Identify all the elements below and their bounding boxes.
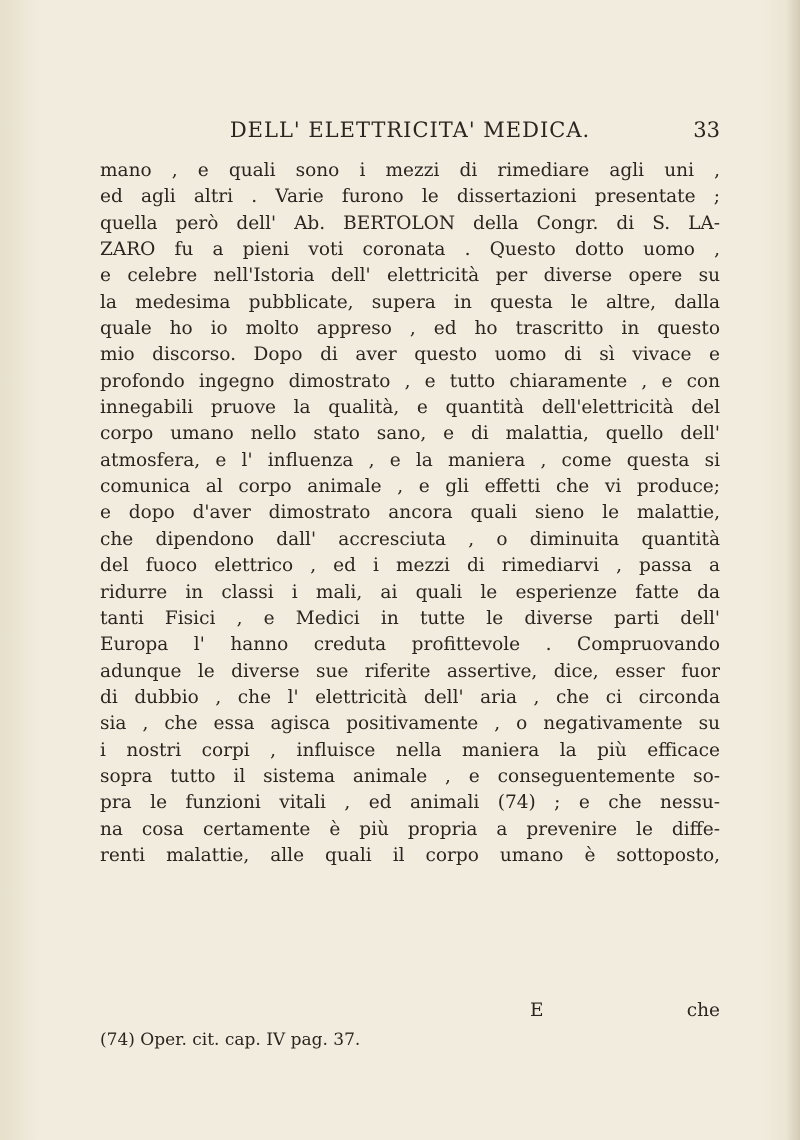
text-line: sopra tutto il sistema animale , e conseguentemente so- (100, 765, 720, 787)
text-line: di dubbio , che l' elettricità dell' aria , che ci circonda (100, 686, 720, 708)
text-line: Europa l' hanno creduta profittevole . Compruovando (100, 634, 720, 656)
text-line: ZARO fu a pieni voti coronata . Questo dotto uomo , (100, 239, 720, 261)
text-line: corpo umano nello stato sano, e di malattia, quello dell' (100, 423, 720, 445)
page-edge-shadow (786, 0, 800, 1140)
text-line: comunica al corpo animale , e gli effetti che vi produce; (100, 476, 720, 498)
text-line: del fuoco elettrico , ed i mezzi di rimediarvi , passa a (100, 555, 720, 577)
text-line: mio discorso. Dopo di aver questo uomo di sì vivace e (100, 344, 720, 366)
text-line: quella però dell' Ab. BERTOLON della Congr. di S. LA- (100, 212, 720, 234)
text-line: renti malattie, alle quali il corpo umano è sottoposto, (100, 844, 720, 866)
text-line: e celebre nell'Istoria dell' elettricità per diverse opere su (100, 265, 720, 287)
footnote: (74) Oper. cit. cap. IV pag. 37. (100, 1030, 361, 1050)
running-head: DELL' ELETTRICITA' MEDICA. (229, 118, 591, 142)
body-text (100, 158, 720, 869)
text-line: atmosfera, e l' influenza , e la maniera , come questa si (100, 449, 720, 471)
text-line: profondo ingegno dimostrato , e tutto chiaramente , e con (100, 370, 720, 392)
text-line: na cosa certamente è più propria a prevenire le diffe- (100, 818, 720, 840)
text-line: adunque le diverse sue riferite assertive, dice, esser fuor (100, 660, 720, 682)
text-line: quale ho io molto appreso , ed ho trascritto in questo (100, 318, 720, 340)
signature-mark: E (530, 1000, 544, 1021)
text-line: ed agli altri . Varie furono le dissertazioni presentate ; (100, 186, 720, 208)
text-line: e dopo d'aver dimostrato ancora quali sieno le malattie, (100, 502, 720, 524)
text-line: i nostri corpi , influisce nella maniera la più efficace (100, 739, 720, 761)
page-header (100, 118, 720, 148)
text-line: che dipendono dall' accresciuta , o diminuita quantità (100, 528, 720, 550)
text-line: sia , che essa agisca positivamente , o negativamente su (100, 713, 720, 735)
page-number: 33 (693, 118, 720, 142)
text-line: tanti Fisici , e Medici in tutte le diverse parti dell' (100, 607, 720, 629)
text-line: ridurre in classi i mali, ai quali le esperienze fatte da (100, 581, 720, 603)
catchword: che (686, 1000, 720, 1021)
text-line: mano , e quali sono i mezzi di rimediare agli uni , (100, 160, 720, 181)
text-line: la medesima pubblicate, supera in questa le altre, dalla (100, 291, 720, 313)
text-line: pra le funzioni vitali , ed animali (74) ; e che nessu- (100, 792, 720, 814)
text-line: innegabili pruove la qualità, e quantità dell'elettricità del (100, 397, 720, 419)
catchword-line (100, 1000, 720, 1026)
